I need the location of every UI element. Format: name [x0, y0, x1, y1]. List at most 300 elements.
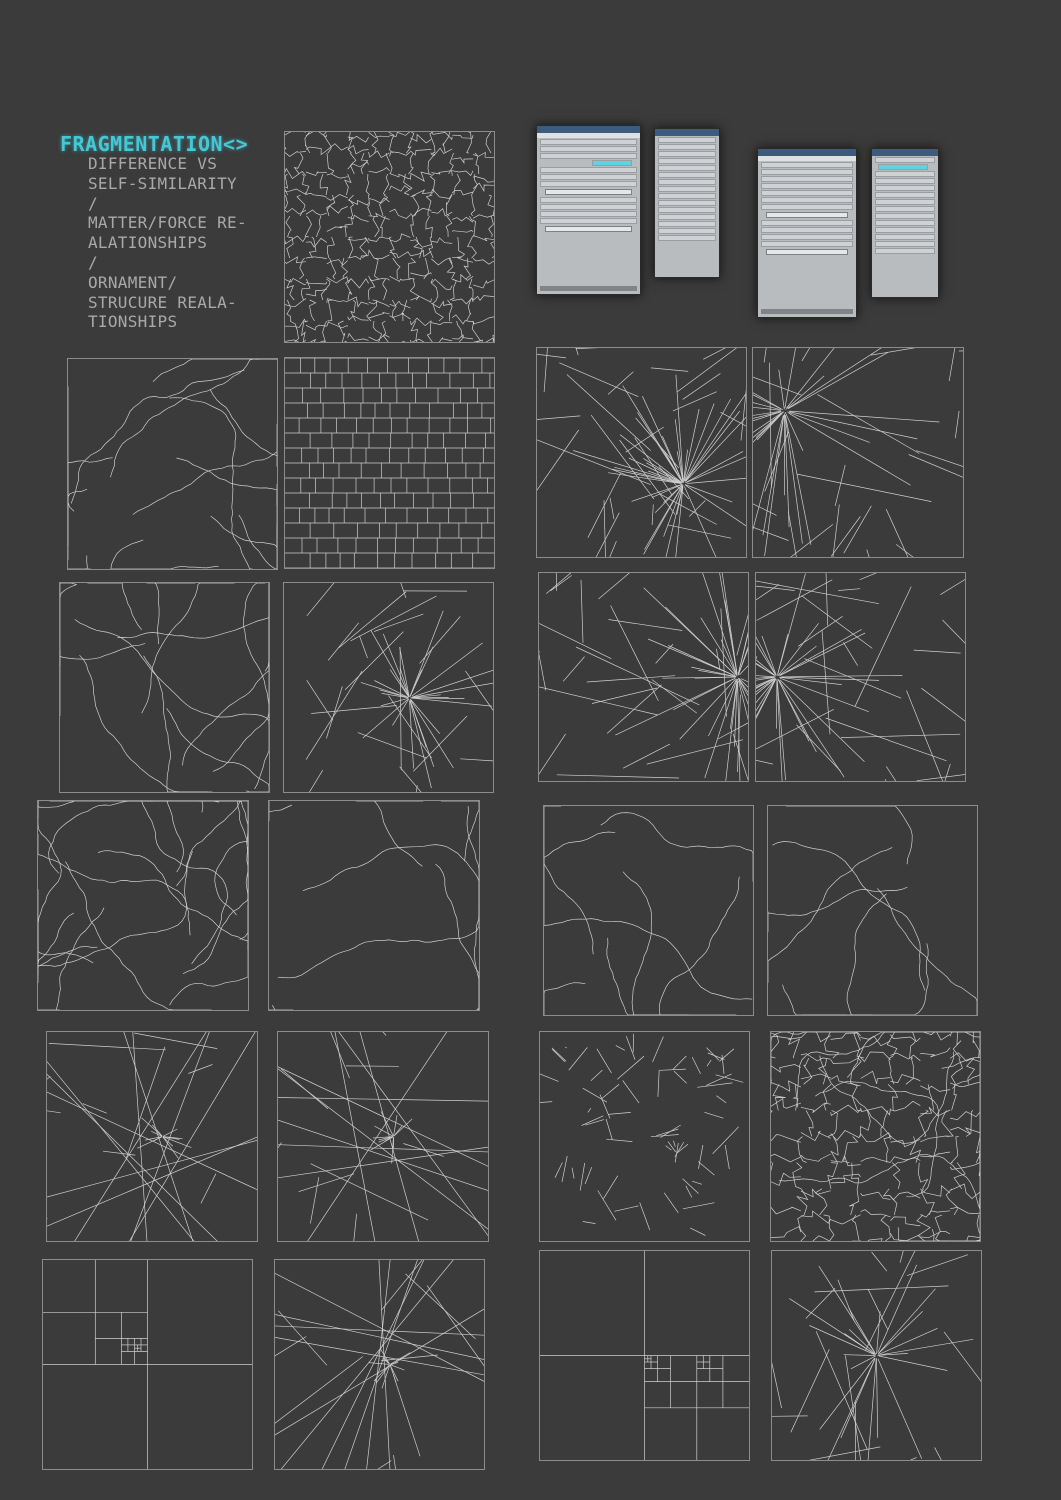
fragment-panel [752, 347, 964, 558]
fragment-line [390, 252, 411, 258]
fragment-line [302, 321, 308, 342]
fragment-line [544, 806, 593, 954]
fragment-line [683, 1179, 699, 1194]
fragment-line [816, 1331, 867, 1449]
fragment-line [278, 907, 479, 978]
fragment-line [861, 1210, 891, 1217]
fragment-line [183, 583, 270, 766]
fragment-line [849, 1308, 876, 1354]
fragment-line [614, 1206, 638, 1211]
fragment-line [431, 337, 452, 342]
fragment-line [719, 1049, 734, 1062]
fragment-line [623, 744, 670, 768]
fragment-line [918, 1163, 927, 1189]
fragment-line [210, 390, 277, 467]
fragment-line [756, 675, 776, 677]
fragment-line [843, 642, 857, 665]
fragment-line [838, 1280, 854, 1321]
fragment-line [177, 458, 278, 506]
fragment-line [815, 1189, 827, 1215]
fragment-line [302, 174, 309, 195]
fragment-drawing [768, 806, 977, 1015]
fragment-line [626, 427, 664, 452]
fragment-line [111, 540, 219, 569]
fragment-line [87, 583, 141, 630]
fragment-line [817, 394, 919, 453]
fragment-line [781, 675, 902, 677]
fragment-line [454, 174, 460, 195]
fragment-line [144, 656, 213, 792]
fragment-drawing [771, 1032, 980, 1241]
fragment-line [806, 1288, 835, 1318]
fragment-line [888, 1084, 898, 1110]
fragment-panel [767, 805, 978, 1016]
fragment-line [327, 195, 335, 216]
fragment-line [626, 1036, 635, 1060]
fragment-line [428, 153, 435, 174]
fragment-line [473, 258, 494, 264]
fragment-line [780, 678, 869, 712]
fragment-line [664, 1193, 678, 1213]
fragment-line [133, 424, 277, 515]
fragment-line [756, 754, 773, 764]
subtitle-line: STRUCURE REALA- [88, 292, 237, 312]
fragment-line [427, 1285, 484, 1385]
fragment-line [348, 334, 369, 341]
fragment-line [285, 169, 306, 179]
fragment-panel [283, 582, 494, 793]
fragment-line [441, 801, 479, 861]
fragment-line [426, 195, 432, 216]
fragment-line [344, 1260, 411, 1469]
fragment-line [890, 1035, 920, 1042]
fragment-line [788, 352, 888, 409]
fragment-line [306, 289, 327, 295]
fragment-line [573, 451, 679, 483]
fragment-line [651, 368, 688, 372]
fragment-line [537, 430, 579, 542]
fragment-line [299, 1174, 355, 1192]
fragment-line [285, 195, 288, 216]
fragment-line [760, 524, 833, 557]
fragment-line [602, 1084, 619, 1098]
fragment-line [306, 340, 327, 342]
fragment-line [412, 683, 493, 698]
fragment-line [826, 718, 947, 761]
fragment-line [328, 1461, 391, 1470]
fragment-line [772, 842, 924, 991]
fragment-panel [274, 1259, 485, 1470]
fragment-line [410, 296, 431, 302]
fragment-line [98, 851, 248, 951]
fragment-line [167, 709, 269, 793]
fragment-line [489, 216, 494, 237]
fragment-line [38, 801, 93, 963]
fragment-drawing [68, 359, 277, 569]
fragment-line [771, 1032, 861, 1085]
fragment-line [692, 1181, 702, 1184]
fragment-panel [67, 358, 278, 570]
fragment-line [213, 583, 269, 771]
fragment-line [580, 1163, 585, 1191]
fragment-line [278, 1032, 488, 1231]
fragment-line [909, 455, 963, 490]
fragment-line [943, 620, 966, 699]
fragment-line [369, 213, 390, 219]
fragment-line [588, 473, 621, 538]
fragment-line [616, 1046, 625, 1051]
fragment-panel [771, 1250, 982, 1461]
fragment-line [861, 1107, 891, 1115]
fragment-line [38, 801, 74, 818]
fragment-line [491, 237, 494, 258]
fragment-line [778, 574, 806, 674]
fragment-drawing [284, 583, 493, 792]
fragment-line [973, 1032, 979, 1058]
fragment-line [436, 864, 480, 1010]
fragment-line [345, 216, 353, 237]
fragment-line [605, 541, 617, 557]
fragment-line [716, 1075, 744, 1083]
fragment-line [169, 398, 252, 569]
fragment-line [393, 258, 400, 279]
custom-props-dialog-2 [871, 148, 939, 298]
fragment-line [287, 300, 291, 321]
fragment-line [778, 679, 809, 741]
fragment-line [868, 1289, 888, 1330]
fragment-line [686, 390, 747, 481]
fragment-line [685, 485, 732, 503]
fragment-line [597, 1049, 612, 1073]
fragment-line [393, 1375, 420, 1457]
fragment-line [851, 1163, 858, 1189]
fragment-line [667, 525, 731, 538]
fragment-line [398, 785, 417, 792]
fragment-line [607, 938, 737, 1015]
fragment-line [802, 348, 835, 361]
fragment-line [307, 680, 333, 720]
fragment-line [854, 1032, 864, 1058]
fragment-line [801, 1154, 831, 1161]
fragment-line [868, 1359, 877, 1460]
fragment-line [585, 1167, 592, 1184]
fragment-line [919, 1110, 929, 1136]
fragment-line [473, 280, 494, 288]
fragment-drawing [539, 573, 748, 781]
fragment-line [707, 1048, 719, 1061]
fragment-line [426, 216, 433, 237]
fragment-line [855, 587, 911, 707]
fragment-line [327, 153, 334, 174]
fragment-line [804, 1058, 812, 1084]
fragment-panel [536, 347, 747, 558]
fragment-line [753, 416, 783, 557]
fragment-line [350, 153, 356, 174]
fragment-line [828, 1163, 838, 1189]
fragment-line [394, 1455, 401, 1469]
fragment-line [406, 1274, 476, 1339]
fragment-line [47, 1032, 257, 1241]
fragment-line [892, 1163, 900, 1189]
fragment-line [431, 209, 452, 216]
fragment-line [797, 474, 931, 502]
fragment-line [80, 655, 208, 792]
fragment-line [942, 1110, 953, 1136]
fragment-line [720, 412, 746, 455]
fragment-panel [755, 572, 966, 782]
fragment-line [831, 1076, 861, 1086]
fragment-line [410, 699, 439, 734]
fragment-line [452, 135, 473, 138]
fragment-line [608, 1112, 630, 1114]
fragment-line [771, 1037, 801, 1040]
fragment-line [348, 256, 369, 260]
fragment-drawing [43, 1260, 252, 1469]
fragment-line [540, 1102, 552, 1104]
fragment-line [920, 1211, 950, 1217]
fragment-line [861, 1071, 891, 1084]
fragment-line [686, 411, 746, 481]
fragment-line [544, 832, 615, 925]
fragment-line [950, 1112, 980, 1120]
fragment-line [935, 1447, 981, 1460]
fragment-line [410, 700, 414, 768]
fragment-drawing [278, 1032, 488, 1241]
fragment-line [653, 1037, 664, 1063]
fragment-line [281, 1069, 328, 1109]
fragment-line [410, 339, 431, 342]
fragment-line [831, 1215, 861, 1224]
fragment-line [328, 300, 333, 321]
fragment-line [820, 1052, 954, 1144]
fragment-line [269, 1005, 293, 1010]
fragment-line [610, 498, 614, 519]
fragment-panel [538, 572, 749, 782]
rayfire-dialog-1 [536, 125, 641, 295]
fragment-line [609, 620, 683, 631]
fragment-line [170, 905, 248, 1005]
fragment-line [359, 636, 367, 658]
fragment-line [944, 1332, 981, 1421]
fragment-line [71, 370, 244, 503]
fragment-line [789, 1032, 800, 1058]
fragment-line [828, 505, 839, 558]
fragment-line [308, 1032, 350, 1078]
fragment-line [581, 580, 583, 643]
fragment-line [797, 1032, 913, 1107]
fragment-line [920, 1136, 950, 1142]
fragment-line [539, 734, 566, 781]
fragment-line [644, 486, 682, 554]
fragment-line [950, 1184, 980, 1199]
fragment-line [303, 845, 479, 915]
fragment-line [823, 1084, 831, 1110]
fragment-line [572, 1168, 574, 1179]
fragment-panel [539, 1250, 750, 1461]
fragment-drawing [772, 1251, 981, 1460]
fragment-line [601, 813, 753, 882]
fragment-line [539, 644, 546, 690]
fragment-line [374, 258, 378, 279]
subtitle-line: MATTER/FORCE RE- [88, 213, 247, 233]
fragment-line [569, 1047, 588, 1070]
fragment-line [469, 279, 473, 300]
fragment-line [789, 413, 911, 485]
fragment-panel [284, 357, 495, 569]
fragment-line [275, 1260, 484, 1469]
fragment-line [583, 1088, 607, 1102]
fragment-line [867, 550, 876, 557]
fragment-line [656, 644, 673, 663]
fragment-panel [543, 805, 754, 1016]
fragment-line [801, 1131, 831, 1141]
fragment-line [877, 1358, 878, 1438]
fragment-line [877, 1311, 881, 1354]
fragment-line [348, 162, 369, 169]
fragment-line [793, 1163, 802, 1189]
fragment-drawing [47, 1032, 257, 1241]
fragment-line [431, 238, 452, 244]
fragment-panel [268, 800, 480, 1011]
fragment-line [890, 1157, 920, 1163]
fragment-line [914, 650, 961, 653]
fragment-line [635, 438, 672, 495]
fragment-line [935, 1215, 942, 1241]
fragment-line [431, 189, 452, 198]
fragment-line [278, 1311, 327, 1366]
fragment-line [287, 237, 293, 258]
fragment-line [278, 1046, 488, 1237]
fragment-line [452, 171, 473, 176]
fragment-line [756, 584, 779, 633]
fragment-panel [37, 800, 249, 1011]
fragment-line [785, 348, 798, 408]
fragment-drawing [544, 806, 753, 1015]
fragment-line [691, 667, 736, 677]
fragment-line [327, 341, 348, 342]
fragment-line [877, 889, 977, 1016]
fragment-panel [770, 1031, 981, 1242]
fragment-line [452, 158, 473, 163]
fragment-line [950, 1163, 980, 1170]
fragment-line [592, 688, 657, 704]
fragment-line [890, 1075, 920, 1083]
fragment-line [60, 643, 145, 666]
fragment-line [317, 216, 321, 237]
fragment-line [890, 1101, 920, 1111]
fragment-line [725, 1145, 729, 1169]
fragment-line [871, 348, 916, 355]
fragment-line [920, 1032, 950, 1040]
fragment-line [47, 1032, 257, 1241]
fragment-line [771, 1110, 772, 1136]
fragment-panel [59, 582, 270, 793]
fragment-line [47, 1032, 257, 1241]
fragment-line [917, 768, 965, 781]
fragment-line [620, 440, 676, 514]
fragment-line [430, 174, 435, 195]
fragment-line [652, 680, 697, 714]
fragment-line [409, 153, 414, 174]
fragment-line [879, 1328, 938, 1354]
fragment-line [884, 1137, 892, 1163]
fragment-line [201, 1174, 216, 1204]
fragment-line [900, 1251, 918, 1263]
fragment-line [265, 583, 269, 671]
rayfire-dialog-2 [757, 148, 857, 318]
fragment-line [692, 1057, 700, 1074]
fragment-line [246, 791, 269, 792]
fragment-line [446, 216, 452, 237]
fragment-line [772, 1416, 808, 1417]
fragment-line [275, 1260, 484, 1469]
fragment-line [771, 1081, 801, 1091]
fragment-line [373, 216, 379, 237]
fragment-line [674, 1071, 687, 1083]
fragment-line [886, 509, 916, 557]
fragment-line [824, 1215, 834, 1241]
fragment-line [779, 1154, 980, 1209]
fragment-drawing [537, 348, 746, 557]
fragment-line [327, 206, 348, 213]
fragment-line [698, 1162, 714, 1176]
fragment-line [673, 392, 717, 411]
fragment-line [615, 679, 733, 735]
fragment-line [756, 580, 879, 604]
fragment-line [369, 1363, 389, 1365]
fragment-line [921, 688, 965, 747]
fragment-line [771, 1065, 801, 1073]
fragment-line [381, 216, 386, 237]
fragment-panel [539, 1031, 750, 1242]
fragment-line [559, 363, 638, 397]
fragment-line [591, 1070, 603, 1081]
fragment-line [779, 680, 844, 777]
fragment-line [278, 1032, 488, 1241]
fragment-line [306, 172, 327, 176]
fragment-line [838, 589, 860, 591]
fragment-line [890, 1192, 920, 1200]
fragment-line [599, 573, 695, 599]
fragment-line [780, 680, 865, 762]
fragment-line [544, 348, 549, 392]
fragment-line [410, 190, 431, 196]
fragment-line [841, 734, 960, 737]
fragment-line [787, 348, 848, 408]
fragment-line [611, 606, 659, 701]
fragment-line [959, 349, 963, 351]
fragment-line [763, 415, 784, 535]
fragment-line [452, 315, 473, 324]
fragment-line [348, 132, 352, 153]
fragment-line [366, 174, 370, 195]
fragment-line [660, 1069, 686, 1070]
page-title: FRAGMENTATION<> [60, 132, 249, 156]
fragment-line [849, 1189, 859, 1215]
fragment-line [910, 1032, 916, 1058]
fragment-line [381, 1260, 461, 1310]
fragment-line [473, 338, 494, 342]
fragment-line [606, 1139, 632, 1141]
fragment-line [771, 1227, 801, 1238]
fragment-line [278, 1094, 488, 1104]
custom-props-dialog-1 [654, 128, 720, 278]
fragment-line [555, 1163, 562, 1178]
fragment-line [134, 1033, 217, 1049]
fragment-line [285, 132, 306, 135]
fragment-line [677, 1144, 688, 1153]
fragment-line [383, 279, 387, 300]
